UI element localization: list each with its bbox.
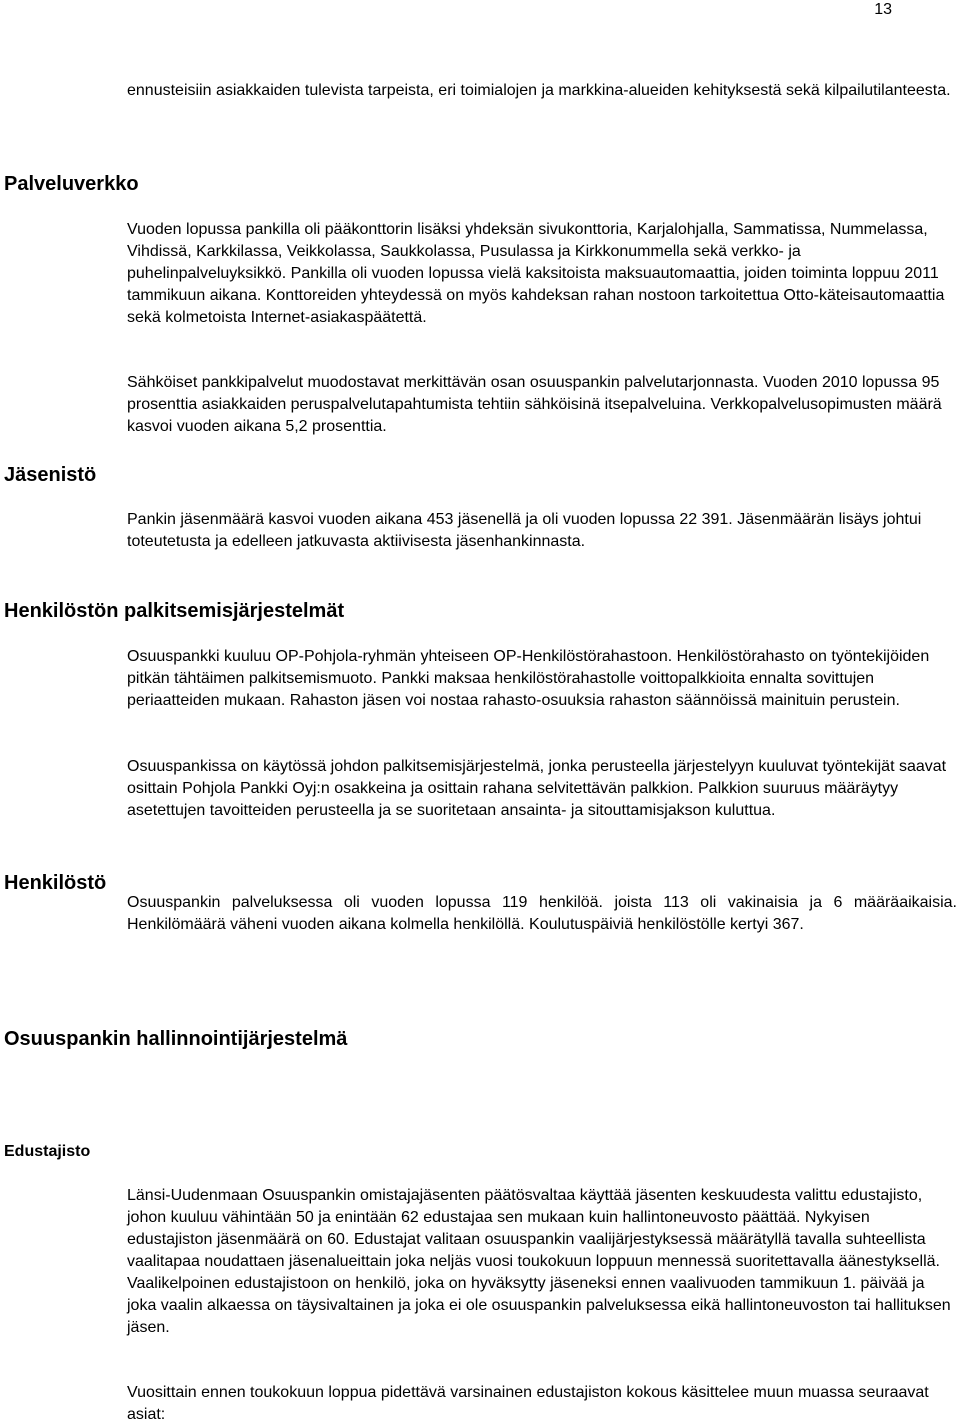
paragraph-intro-continued: ennusteisiin asiakkaiden tulevista tarpeista, eri toimialojen ja markkina-alueiden kehityksestä sekä kilpailutilanteesta. [127, 82, 951, 99]
heading-henkilosto: Henkilöstö [4, 872, 107, 894]
paragraph-palveluverkko-2: Sähköiset pankkipalvelut muodostavat merkittävän osan osuuspankin palvelutarjonnasta. Vuoden 2010 lopussa 95 prosenttia asiakkaiden peruspalvelutapahtumista tehtiin sähköisinä itsepalveluina. Verkkopalvelusopimusten määrä kasvoi vuoden aikana 5,2 prosenttia. [127, 374, 942, 435]
heading-hallinto: Osuuspankin hallinnointijärjestelmä [4, 1028, 348, 1050]
paragraph-henkilosto: Osuuspankin palveluksessa oli vuoden lopussa 119 henkilöä. joista 113 oli vakinaisia ja 6 määräaikaisia. Henkilömäärä väheni vuoden aikana kolmella henkilöllä. Koulutuspäiviä henkilöstölle kertyi 367. [127, 894, 957, 933]
heading-palveluverkko: Palveluverkko [4, 173, 139, 195]
heading-edustajisto: Edustajisto [4, 1143, 91, 1160]
heading-palkitseminen: Henkilöstön palkitsemisjärjestelmät [4, 600, 345, 622]
page-number: 13 [874, 1, 892, 18]
paragraph-edustajisto-1: Länsi-Uudenmaan Osuuspankin omistajajäsenten päätösvaltaa käyttää jäsenten keskuudesta valittu edustajisto, johon kuuluu vähintään 50 ja enintään 62 edustajaa sen mukaan kuin hallintoneuvosto päättää. Nykyisen edustajiston jäsenmäärä on 60. Edustajat valitaan osuuspankin vaalijärjestyksessä määrätyllä tavalla suhteellista vaalitapaa noudattaen jäsenalueittain joka neljäs vuosi toukokuun loppuun mennessä suoritettavalla äänestyksellä. Vaalikelpoinen edustajistoon on henkilö, joka on hyväksytty jäseneksi ennen vaalivuoden tammikuun 1. päivää ja joka vaalin alkaessa on täysivaltainen ja joka ei ole osuuspankin palveluksessa eikä hallintoneuvoston tai hallituksen jäsen. [127, 1187, 951, 1336]
paragraph-jasenisto: Pankin jäsenmäärä kasvoi vuoden aikana 453 jäsenellä ja oli vuoden lopussa 22 391. Jäsenmäärän lisäys johtui toteutetusta ja edelleen jatkuvasta aktiivisesta jäsenhankinnasta. [127, 511, 922, 550]
paragraph-palveluverkko-1: Vuoden lopussa pankilla oli pääkonttorin lisäksi yhdeksän sivukonttoria, Karjalohjalla, Sammatissa, Nummelassa, Vihdissä, Karkkilassa, Veikkolassa, Saukkolassa, Pusulassa ja Kirkkonummella sekä verkko- ja puhelinpalveluyksikkö. Pankilla oli vuoden lopussa vielä kaksitoista maksuautomaattia, joiden toiminta loppuu 2011 tammikuun aikana. Konttoreiden yhteydessä on myös kahdeksan rahan nostoon tarkoitettua Otto-käteisautomaattia sekä kolmetoista Internet-asiakaspäätettä. [127, 221, 945, 326]
paragraph-edustajisto-2: Vuosittain ennen toukokuun loppua pidettävä varsinainen edustajiston kokous käsittelee muun muassa seuraavat asiat: [127, 1384, 929, 1423]
heading-jasenisto: Jäsenistö [4, 464, 97, 486]
paragraph-palkitseminen-2: Osuuspankissa on käytössä johdon palkitsemisjärjestelmä, jonka perusteella järjestelyyn kuuluvat työntekijät saavat osittain Pohjola Pankki Oyj:n osakkeina ja osittain rahana selvitettävän palkkion. Palkkion suuruus määräytyy asetettujen tavoitteiden perusteella ja se suoritetaan ansainta- ja sitouttamisjakson kuluttua. [127, 758, 947, 819]
paragraph-palkitseminen-1: Osuuspankki kuuluu OP-Pohjola-ryhmän yhteiseen OP-Henkilöstörahastoon. Henkilöstörahasto on työntekijöiden pitkän tähtäimen palkitsemismuoto. Pankki maksaa henkilöstörahastolle voittopalkkioita ennalta sovittujen periaatteiden mukaan. Rahaston jäsen voi nostaa rahasto-osuuksia rahaston säännöissä mainituin perustein. [127, 648, 930, 709]
